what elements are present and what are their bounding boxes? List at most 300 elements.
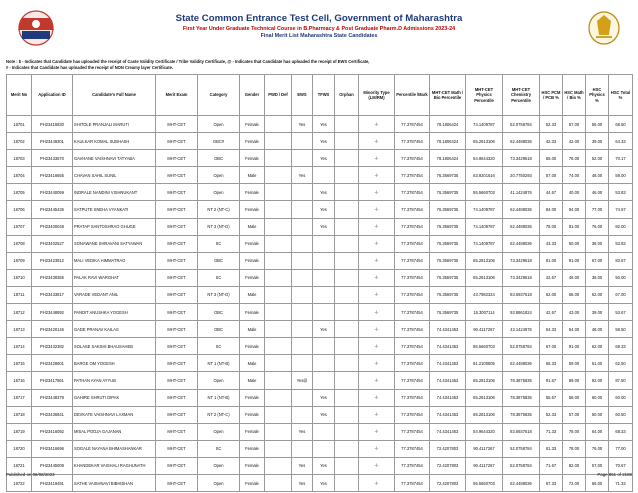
table-cell: 62.4488036 [503,201,540,218]
table-cell: 81.00 [563,218,586,235]
table-cell: 58.00 [563,389,586,406]
table-cell: Yes [292,474,313,491]
table-cell: Yes [313,116,335,133]
table-cell: 77.3787454 [395,133,430,150]
table-cell: 52.33 [540,406,563,423]
table-cell: MHT-CET [156,286,198,303]
table-cell: 64.00 [586,423,609,440]
table-cell: -/- [359,355,395,372]
column-header: EWS [292,75,313,116]
table-cell: MISAL POOJA GAJANAN [73,423,156,440]
table-cell: 78.3875835 [503,406,540,423]
table-row [7,423,633,440]
table-cell: 76.00 [586,218,609,235]
table-cell: 73.3429618 [503,269,540,286]
table-cell: BARGE OM YOGESH [73,355,156,372]
table-cell: PH23438355 [32,269,73,286]
table-cell: Female [240,201,265,218]
table-cell: 82.00 [563,457,586,474]
table-cell [292,218,313,235]
table-cell [265,355,292,372]
table-cell: Yes [313,457,335,474]
table-cell: 78.1806424 [430,133,466,150]
table-cell: MHT-CET [156,133,198,150]
table-cell: MHT-CET [156,150,198,167]
table-cell: GAVHANE VAISHNAVI TATYABA [73,150,156,167]
table-cell: Female [240,338,265,355]
table-cell: -/- [359,338,395,355]
page-number: Page 851 of 2188 [597,472,632,477]
table-cell: PH23445009 [32,457,73,474]
table-cell [313,286,335,303]
table-cell: 74.1409787 [466,116,503,133]
table-cell: 52.0758784 [503,116,540,133]
table-cell: MHT-CET [156,304,198,321]
table-cell: 77.3787454 [395,406,430,423]
table-cell: 78.1806424 [430,150,466,167]
table-cell: Open [198,423,240,440]
table-cell: NT 2 (NT-C) [198,201,240,218]
table-cell: 83.67 [609,252,633,269]
table-cell: Female [240,389,265,406]
table-cell [335,286,359,303]
table-cell: 81.33 [540,440,563,457]
table-cell [335,304,359,321]
table-cell: Yes [313,321,335,338]
table-cell: MHT-CET [156,201,198,218]
table-cell: GAHIRE SHRUTI DIPAK [73,389,156,406]
table-cell: Open [198,116,240,133]
table-cell [265,372,292,389]
table-row [7,201,633,218]
table-cell: MHT-CET [156,235,198,252]
page-title: State Common Entrance Test Cell, Government of Maharashtra [175,13,463,24]
table-cell: 53.67 [609,304,633,321]
table-cell [265,167,292,184]
table-cell: 77.3787454 [395,304,430,321]
column-header: MHT-CET Physics Percentile [466,75,503,116]
table-cell: 54.9644320 [466,423,503,440]
table-cell: 54.9644320 [466,150,503,167]
table-cell: 50.00 [563,235,586,252]
table-cell: Open [198,372,240,389]
table-cell: SC [198,235,240,252]
table-cell: 68.00 [563,286,586,303]
table-cell: 61.00 [586,355,609,372]
table-cell [335,389,359,406]
table-cell: -/- [359,423,395,440]
column-header: Merit Exam [156,75,198,116]
table-cell: 77.3787454 [395,184,430,201]
table-cell: 76.3569735 [430,252,466,269]
table-cell: 77.3787454 [395,389,430,406]
table-cell: -/- [359,201,395,218]
table-cell: MHT-CET [156,457,198,474]
table-cell: SC [198,338,240,355]
table-cell: Open [198,167,240,184]
column-header: Gender [240,75,265,116]
table-cell: Yes [313,184,335,201]
table-cell: NT 1 (NT-B) [198,389,240,406]
table-cell [292,252,313,269]
table-cell: 78.00 [563,150,586,167]
column-header: Percentile /Mark [395,75,430,116]
table-cell: 64.00 [563,321,586,338]
table-cell: PH23445436 [32,201,73,218]
table-cell [335,474,359,491]
table-cell: OBC [198,252,240,269]
table-cell: 82.00 [609,218,633,235]
table-cell: 65.33 [540,355,563,372]
table-cell: Yes [292,423,313,440]
table-cell [265,304,292,321]
table-cell: 76.3569735 [430,269,466,286]
table-cell: 60.50 [609,406,633,423]
table-cell: KAULKAR KOMAL SUBHASH [73,133,156,150]
table-cell: 73.3429618 [503,252,540,269]
table-cell: PH23402527 [32,235,73,252]
table-cell: 91.00 [563,338,586,355]
table-cell: 18713 [7,321,32,338]
table-cell: 18717 [7,389,32,406]
table-cell: 62.4488036 [503,474,540,491]
table-cell: 74.4341453 [430,423,466,440]
table-cell: 72.4207803 [430,440,466,457]
table-cell: -/- [359,304,395,321]
table-cell: 67.00 [609,286,633,303]
table-cell: PH23440059 [32,184,73,201]
table-cell: Yes [292,116,313,133]
table-cell: Female [240,252,265,269]
table-cell: SC [198,440,240,457]
table-cell: 83.6937618 [503,286,540,303]
table-cell: 74.00 [563,167,586,184]
table-cell: NT 2 (NT-C) [198,406,240,423]
table-cell: 52.00 [586,150,609,167]
table-cell [292,133,313,150]
table-cell: 52.0758784 [503,440,540,457]
table-cell: SOGALE NAYANA BHIMASHANKAR [73,440,156,457]
table-cell: 18722 [7,474,32,491]
table-cell: 74.4341453 [430,355,466,372]
table-row [7,286,633,303]
table-cell: 77.00 [609,440,633,457]
table-cell: Male [240,167,265,184]
table-cell: 91.00 [563,252,586,269]
table-cell [292,201,313,218]
table-row [7,235,633,252]
table-cell: 43.33 [540,235,563,252]
table-cell: Female [240,406,265,423]
table-cell: MALI VEDIKA HIMMATRAO [73,252,156,269]
table-cell: 77.3787454 [395,286,430,303]
table-cell: 74.1409787 [466,218,503,235]
table-cell: MHT-CET [156,269,198,286]
table-cell: MHT-CET [156,389,198,406]
list-title: Final Merit List Maharashtra State Candidates [260,33,378,39]
table-cell: PH23416655 [32,167,73,184]
table-cell: 74.4341453 [430,372,466,389]
table-cell: 18701 [7,116,32,133]
table-cell: Yes [313,201,335,218]
table-row [7,184,633,201]
table-cell: 65.2813106 [466,372,503,389]
table-cell [335,184,359,201]
table-cell: 77.3787454 [395,201,430,218]
table-cell: 81.2100805 [466,355,503,372]
table-cell: 70.67 [609,457,633,474]
table-cell: PRATAP SANTOSHRAO GHUGE [73,218,156,235]
table-cell: INDRALE NANDINI VISHNUKANT [73,184,156,201]
table-cell [335,150,359,167]
table-cell: 78.3875835 [503,389,540,406]
table-cell: 68.50 [609,116,633,133]
table-cell: 62.00 [586,338,609,355]
table-cell: 76.3569735 [430,218,466,235]
table-cell: -/- [359,116,395,133]
table-row [7,372,633,389]
table-cell: 53.83 [609,184,633,201]
table-row [7,269,633,286]
table-cell: -/- [359,372,395,389]
table-cell [265,201,292,218]
table-row [7,321,633,338]
table-cell: 43.00 [563,304,586,321]
table-cell: MHT-CET [156,423,198,440]
table-cell [292,269,313,286]
table-cell: -/- [359,389,395,406]
table-cell: 78.00 [563,440,586,457]
table-cell: 83.6937618 [503,423,540,440]
table-cell [335,440,359,457]
table-cell: 57.00 [563,406,586,423]
table-cell: Female [240,184,265,201]
table-cell: -/- [359,133,395,150]
table-cell: DEVKATE VAISHNAVI LAXMAN [73,406,156,423]
table-cell: 77.3787454 [395,218,430,235]
table-cell: 70.17 [609,150,633,167]
table-cell: 58.50 [609,321,633,338]
table-cell: 38.00 [586,235,609,252]
table-cell: PH23449301 [32,133,73,150]
table-cell [292,150,313,167]
table-cell [265,423,292,440]
table-cell: 67.00 [586,252,609,269]
table-cell: 46.00 [586,184,609,201]
table-cell: PATHAN AYAN AYYUB [73,372,156,389]
table-cell: 18719 [7,423,32,440]
table-cell: Female [240,423,265,440]
table-cell: 59.00 [609,167,633,184]
table-cell: 87.50 [609,372,633,389]
table-cell: OBC [198,304,240,321]
table-cell: 39.00 [586,133,609,150]
table-cell [265,218,292,235]
course-subtitle: First Year Under Graduate Technical Course in B.Pharmacy & Post Graduate Pharm.D Admissions 2023-24 [182,26,456,32]
table-cell [292,389,313,406]
merit-list-table [6,74,633,492]
table-cell: 18709 [7,252,32,269]
table-cell [335,252,359,269]
table-cell: 42.67 [540,304,563,321]
table-row [7,406,633,423]
table-row [7,150,633,167]
table-cell: Female [240,150,265,167]
table-row [7,389,633,406]
table-cell: 77.3787454 [395,372,430,389]
column-header: Merit No [7,75,32,116]
table-cell: 62.4488036 [503,218,540,235]
table-cell: PH23432382 [32,338,73,355]
table-cell: MHT-CET [156,218,198,235]
table-row [7,116,633,133]
table-cell: 18712 [7,304,32,321]
table-cell: 74.4341453 [430,321,466,338]
table-cell: CHAVAN SAHIL SUNIL [73,167,156,184]
table-cell: Male [240,372,265,389]
table-cell: 89.00 [563,372,586,389]
table-cell: 18704 [7,167,32,184]
table-cell: PH23433817 [32,286,73,303]
table-cell: 77.3787454 [395,440,430,457]
table-cell: Male [240,218,265,235]
table-cell: 66.00 [586,474,609,491]
table-cell: 67.33 [540,474,563,491]
table-cell: 65.2813106 [466,406,503,423]
table-cell [292,338,313,355]
table-row [7,252,633,269]
table-row [7,167,633,184]
table-cell: Female [240,440,265,457]
table-cell: MHT-CET [156,474,198,491]
table-cell: 77.3787454 [395,321,430,338]
table-cell: 65.2813106 [466,269,503,286]
table-cell: 77.3787454 [395,235,430,252]
table-cell: SC [198,269,240,286]
table-cell: Open [198,184,240,201]
table-cell: 65.2813106 [466,252,503,269]
table-cell: 77.3787454 [395,167,430,184]
table-cell [265,150,292,167]
table-cell: 18707 [7,218,32,235]
table-cell: 76.3569735 [430,235,466,252]
table-cell: 48.00 [586,167,609,184]
table-cell: 48.00 [586,321,609,338]
table-row [7,218,633,235]
table-cell: 71.33 [609,474,633,491]
table-cell: 59.00 [563,355,586,372]
table-row [7,474,633,491]
table-cell: 62.00 [586,286,609,303]
table-cell: 44.67 [540,184,563,201]
table-cell [265,457,292,474]
table-row [7,355,633,372]
column-header: Application ID [32,75,73,116]
table-cell: 52.0758784 [503,457,540,474]
table-cell: VARADE VEDANT ANIL [73,286,156,303]
table-cell: -/- [359,457,395,474]
table-cell [313,355,335,372]
published-date: Published on 08/08/2023 [6,472,55,477]
table-cell: 53.83 [609,235,633,252]
table-cell [335,406,359,423]
table-cell: 62.4488036 [503,355,540,372]
table-cell: PH23417861 [32,372,73,389]
table-cell: 77.3787454 [395,355,430,372]
table-cell: -/- [359,150,395,167]
table-cell [335,423,359,440]
table-row [7,457,633,474]
table-cell: NT 3 (NT-D) [198,286,240,303]
table-cell: 76.00 [586,440,609,457]
table-cell: 77.3787454 [395,338,430,355]
table-header-row [7,75,633,116]
table-cell: 86.5660703 [466,338,503,355]
table-cell: 72.00 [563,474,586,491]
table-cell: 57.00 [540,167,563,184]
table-cell: PH23420146 [32,321,73,338]
table-cell: -/- [359,269,395,286]
table-cell: 76.3569735 [430,286,466,303]
table-cell [313,423,335,440]
table-row [7,304,633,321]
table-cell: 42.33 [540,133,563,150]
table-cell: 90.4117267 [466,321,503,338]
table-cell: 92.00 [586,372,609,389]
table-cell: KHANDEKAR VAISHALI RAGHUNATH [73,457,156,474]
table-cell: MHT-CET [156,252,198,269]
table-cell [292,440,313,457]
table-cell: PH23415830 [32,116,73,133]
table-cell [313,372,335,389]
table-cell [265,116,292,133]
table-cell: 77.3787454 [395,269,430,286]
table-cell [313,252,335,269]
table-cell: 46.00 [563,269,586,286]
table-cell: -/- [359,235,395,252]
table-cell [265,389,292,406]
table-cell: Yes [292,457,313,474]
note-line-2: # - Indicates that Candidate has uploaded the receipt of NON Creamy layer Certificate. [6,65,173,70]
table-cell: Female [240,116,265,133]
table-cell: 77.3787454 [395,116,430,133]
table-cell [292,235,313,252]
table-cell: Yes [313,218,335,235]
table-cell: 65.2813106 [466,133,503,150]
table-cell: PH23416696 [32,440,73,457]
table-cell: PH23448892 [32,304,73,321]
table-cell: 71.67 [540,457,563,474]
table-cell: MHT-CET [156,406,198,423]
table-cell [335,235,359,252]
notes-block [6,59,632,71]
table-cell: 74.4341453 [430,389,466,406]
table-cell: 39.00 [586,304,609,321]
table-cell: -/- [359,184,395,201]
table-cell: 18715 [7,355,32,372]
table-cell: 74.4341453 [430,338,466,355]
column-header: HSC Math / Bio % [563,75,586,116]
table-cell [335,457,359,474]
table-cell: 76.3569735 [430,184,466,201]
table-cell: Female [240,269,265,286]
table-row [7,338,633,355]
table-cell: 93.8861824 [503,304,540,321]
table-cell: 55.67 [540,389,563,406]
table-cell: 67.00 [540,338,563,355]
table-cell [265,338,292,355]
table-cell [265,235,292,252]
